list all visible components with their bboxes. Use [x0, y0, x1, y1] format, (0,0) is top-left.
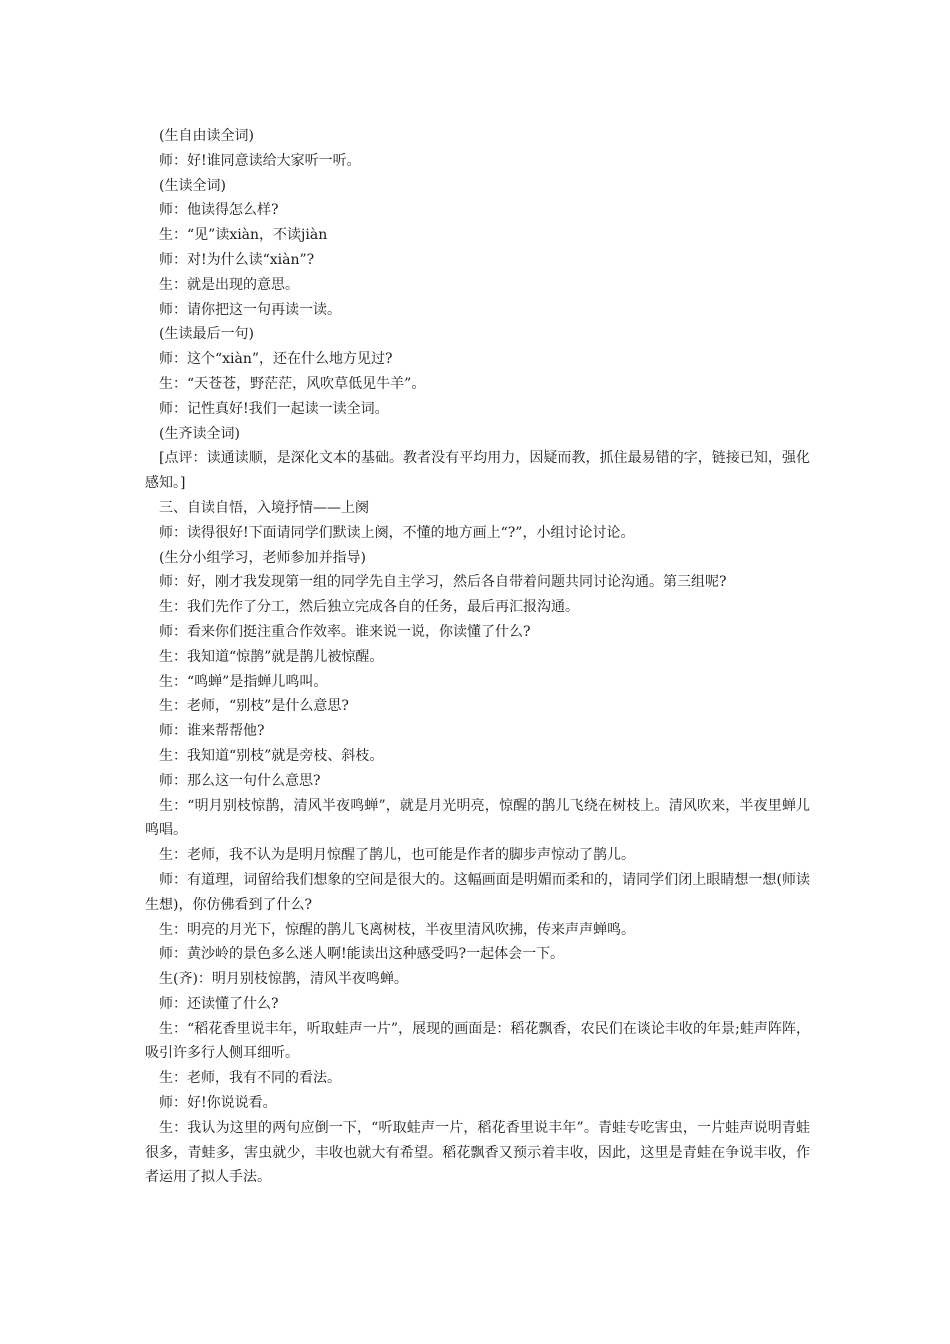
section-heading: 三、自读自悟，入境抒情——上阕	[159, 499, 369, 516]
paragraph: (生齐读全词)	[159, 425, 240, 442]
paragraph: 生：我知道“别枝”就是旁枝、斜枝。	[159, 747, 384, 764]
paragraph: 生：老师，我有不同的看法。	[159, 1070, 341, 1087]
paragraph: 生：“鸣蝉”是指蝉儿鸣叫。	[159, 673, 328, 690]
comment-note: [点评：读通读顺，是深化文本的基础。教者没有平均用力，因疑而教，抓住最易错的字，链接已知，强化感知。]	[145, 450, 810, 492]
paragraph: (生自由读全词)	[159, 128, 254, 144]
paragraph: 师：还读懂了什么?	[159, 995, 279, 1012]
paragraph: 师：对!为什么读“xiàn”?	[159, 251, 315, 268]
paragraph: 生：“明月别枝惊鹊，清风半夜鸣蝉”，就是月光明亮，惊醒的鹊儿飞绕在树枝上。清风吹来，半夜里蝉儿鸣唱。	[145, 797, 810, 839]
paragraph: 师：有道理，词留给我们想象的空间是很大的。这幅画面是明媚而柔和的，请同学们闭上眼睛想一想(师读生想)，你仿佛看到了什么?	[145, 871, 810, 913]
paragraph: 师：读得很好!下面请同学们默读上阕，不懂的地方画上“?”，小组讨论讨论。	[159, 524, 635, 541]
paragraph: 生：就是出现的意思。	[159, 276, 299, 293]
paragraph: (生分小组学习，老师参加并指导)	[159, 549, 366, 566]
paragraph: 师：那么这一句什么意思?	[159, 772, 321, 789]
paragraph: 师：记性真好!我们一起读一读全词。	[159, 400, 389, 417]
paragraph: 师：谁来帮帮他?	[159, 723, 265, 740]
paragraph: (生读全词)	[159, 177, 226, 194]
paragraph: 生：“天苍苍，野茫茫，风吹草低见牛羊”。	[159, 375, 426, 392]
paragraph: 生：我知道“惊鹊”就是鹊儿被惊醒。	[159, 648, 384, 665]
paragraph: 生：“稻花香里说丰年，听取蛙声一片”，展现的画面是：稻花飘香，农民们在谈论丰收的年景;蛙声阵阵，吸引许多行人侧耳细听。	[145, 1020, 810, 1062]
document-page	[145, 124, 810, 1190]
paragraph: 生(齐)：明月别枝惊鹊，清风半夜鸣蝉。	[159, 971, 408, 988]
paragraph: (生读最后一句)	[159, 326, 254, 343]
paragraph: 生：明亮的月光下，惊醒的鹊儿飞离树枝，半夜里清风吹拂，传来声声蝉鸣。	[159, 921, 635, 938]
paragraph: 师：好，刚才我发现第一组的同学先自主学习，然后各自带着问题共同讨论沟通。第三组呢?	[159, 574, 727, 591]
paragraph: 师：请你把这一句再读一读。	[159, 301, 341, 318]
paragraph: 师：好!你说说看。	[159, 1095, 277, 1112]
paragraph: 师：看来你们挺注重合作效率。谁来说一说，你读懂了什么?	[159, 623, 531, 640]
paragraph: 生：老师，我不认为是明月惊醒了鹊儿，也可能是作者的脚步声惊动了鹊儿。	[159, 847, 635, 864]
paragraph: 生：我们先作了分工，然后独立完成各自的任务，最后再汇报沟通。	[159, 599, 579, 616]
paragraph: 师：他读得怎么样?	[159, 202, 279, 219]
paragraph: 师：这个“xiàn”，还在什么地方见过?	[159, 351, 393, 368]
paragraph: 生：老师，“别枝”是什么意思?	[159, 698, 349, 715]
paragraph: 生：我认为这里的两句应倒一下，“听取蛙声一片，稻花香里说丰年”。青蛙专吃害虫，一片蛙声说明青蛙很多，青蛙多，害虫就少，丰收也就大有希望。稻花飘香又预示着丰收，因此，这里是青蛙在争说丰收，作者运用了拟人手法。	[145, 1119, 810, 1186]
paragraph: 师：好!谁同意读给大家听一听。	[159, 152, 361, 169]
paragraph: 生：“见”读xiàn，不读jiàn	[159, 227, 328, 244]
paragraph: 师：黄沙岭的景色多么迷人啊!能读出这种感受吗?一起体会一下。	[159, 946, 565, 963]
